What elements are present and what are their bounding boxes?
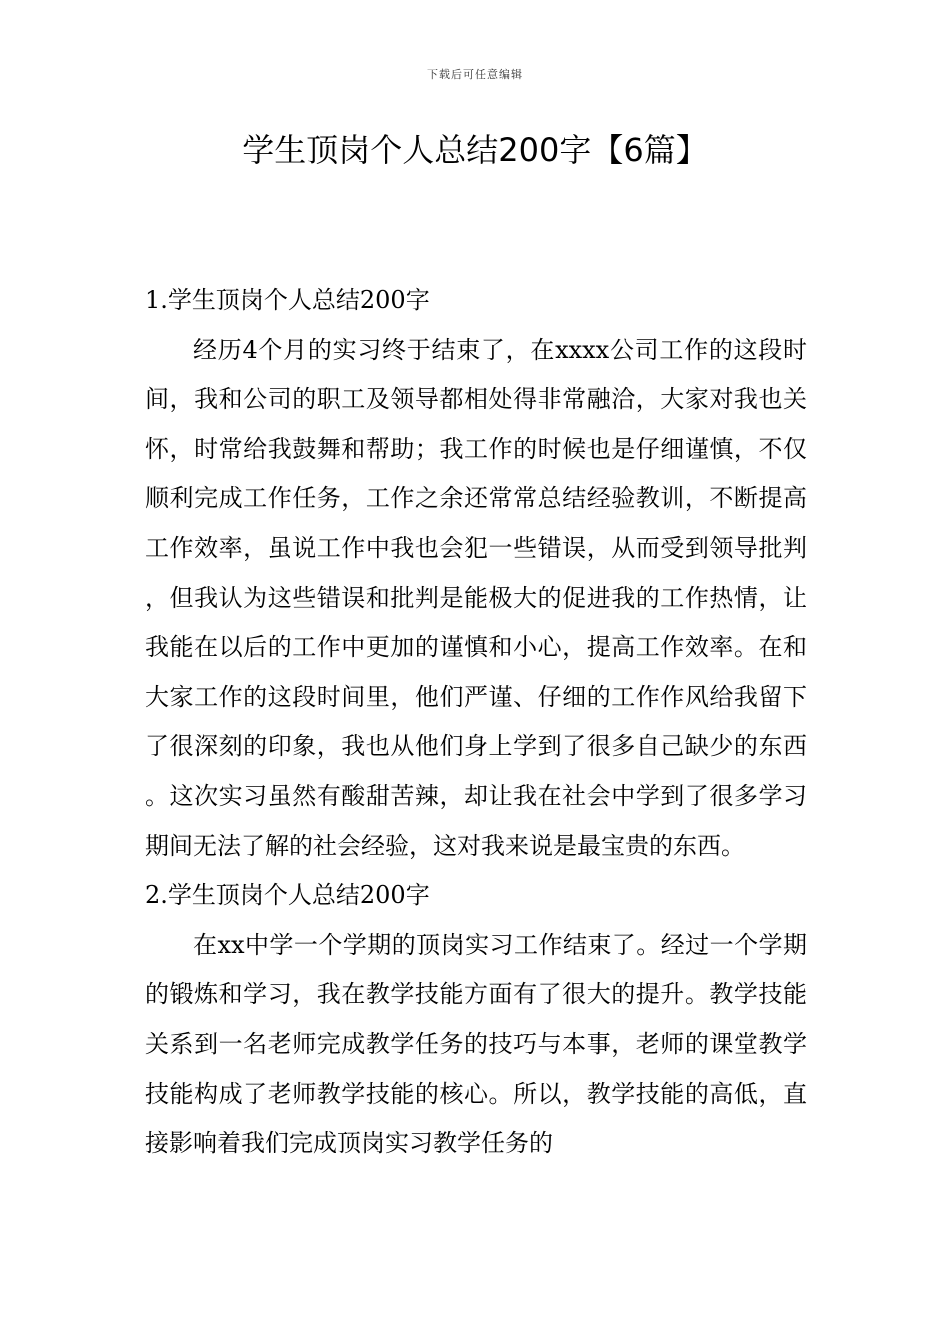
document-body (145, 276, 807, 1169)
document-title: 学生顶岗个人总结200字【6篇】 (242, 131, 708, 169)
section-heading: 1.学生顶岗个人总结200字 (145, 286, 430, 314)
section-2 (145, 871, 807, 1169)
section-heading: 2.学生顶岗个人总结200字 (145, 881, 430, 910)
section-1 (145, 276, 807, 871)
section-paragraph: 在xx中学一个学期的顶岗实习工作结束了。经过一个学期的锻炼和学习，我在教学技能方面有了很大的提升。教学技能关系到一名老师完成教学任务的技巧与本事，老师的课堂教学技能构成了老师教学技能的核心。所以，教学技能的高低，直接影响着我们完成顶岗实习教学任务的 (145, 930, 807, 1158)
header-note: 下载后可任意编辑 (427, 68, 523, 81)
section-paragraph: 经历4个月的实习终于结束了，在xxxx公司工作的这段时间，我和公司的职工及领导都相处得非常融洽，大家对我也关怀，时常给我鼓舞和帮助；我工作的时候也是仔细谨慎，不仅顺利完成工作任务，工作之余还常常总结经验教训，不断提高工作效率，虽说工作中我也会犯一些错误，从而受到领导批判，但我认为这些错误和批判是能极大的促进我的工作热情，让我能在以后的工作中更加的谨慎和小心，提高工作效率。在和大家工作的这段时间里，他们严谨、仔细的工作作风给我留下了很深刻的印象，我也从他们身上学到了很多自己缺少的东西。这次实习虽然有酸甜苦辣，却让我在社会中学到了很多学习期间无法了解的社会经验，这对我来说是最宝贵的东西。 (145, 335, 807, 860)
